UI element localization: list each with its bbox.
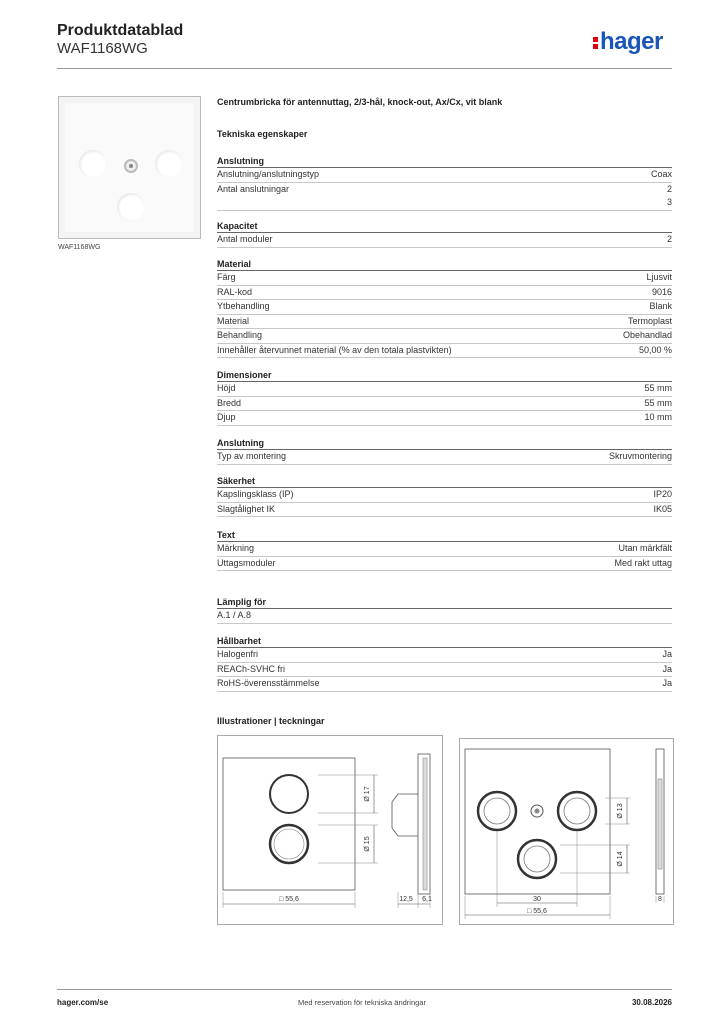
spec-value: Ja <box>662 649 672 659</box>
spec-label: Slagtålighet IK <box>217 503 276 514</box>
dim-d14-label: Ø 14 <box>617 851 624 867</box>
spec-group <box>217 596 672 624</box>
spec-label: Antal anslutningar <box>217 183 290 194</box>
socket-hole <box>155 150 183 178</box>
spec-row <box>217 271 672 286</box>
spec-group <box>217 258 672 358</box>
spec-row <box>217 663 672 678</box>
spec-label: Bredd <box>217 397 242 408</box>
spec-row <box>217 488 672 503</box>
section-label: Tekniska egenskaper <box>217 129 308 139</box>
spec-label: Ytbehandling <box>217 301 270 311</box>
spec-label: Märkning <box>217 543 255 553</box>
product-title: Centrumbricka för antennuttag, 2/3-hål, knock-out, Ax/Cx, vit blank <box>217 97 503 107</box>
dim-depth-label: 8 <box>658 896 662 903</box>
spec-group <box>217 369 672 426</box>
spec-label: Färg <box>217 272 236 282</box>
product-image <box>58 96 201 239</box>
spec-group-title: Lämplig för <box>217 596 672 609</box>
technical-drawing-2 <box>459 738 674 925</box>
spec-label: Anslutning/anslutningstyp <box>217 169 320 179</box>
spec-value: Ja <box>662 663 672 674</box>
spec-row <box>217 300 672 315</box>
spec-row <box>217 315 672 330</box>
spec-value: 2 <box>666 234 672 244</box>
spec-value: 55 mm <box>644 397 672 408</box>
dim-width-label: □ 55,6 <box>279 896 299 903</box>
spec-label: RoHS-överensstämmelse <box>217 678 320 688</box>
spec-row <box>217 648 672 663</box>
spec-label: REACh-SVHC fri <box>217 663 286 674</box>
document-title: Produktdatablad <box>57 22 184 39</box>
image-caption: WAF1168WG <box>58 244 101 251</box>
spec-row <box>217 233 672 248</box>
illustrations-title: Illustrationer | teckningar <box>217 716 325 726</box>
spec-label: Antal moduler <box>217 234 273 244</box>
dim-d15-label: Ø 15 <box>364 836 371 852</box>
spec-group-title: Hållbarhet <box>217 635 672 648</box>
spec-row <box>217 677 672 692</box>
spec-group <box>217 437 672 465</box>
spec-row <box>217 168 672 183</box>
spec-value: Termoplast <box>627 315 672 326</box>
footer-note: Med reservation för tekniska ändringar <box>298 998 426 1007</box>
technical-drawing-1 <box>217 735 443 925</box>
spec-row <box>217 183 672 211</box>
socket-hole <box>117 193 145 221</box>
socket-hole <box>79 150 107 178</box>
spec-row <box>217 609 672 624</box>
spec-label: Uttagsmoduler <box>217 557 276 568</box>
spec-group-title: Kapacitet <box>217 220 672 233</box>
spec-value: 50,00 % <box>638 344 672 355</box>
spec-value: 9016 <box>651 286 672 297</box>
spec-row <box>217 329 672 344</box>
spec-row <box>217 344 672 359</box>
dim-d17-label: Ø 17 <box>364 786 371 802</box>
footer-divider <box>57 989 672 990</box>
footer-date: 30.08.2026 <box>631 998 672 1007</box>
spec-row <box>217 542 672 557</box>
hager-logo: hager <box>593 28 663 56</box>
spec-group <box>217 529 672 571</box>
header-divider <box>57 68 672 69</box>
dim-d13-label: Ø 13 <box>617 803 624 819</box>
spec-group <box>217 155 672 211</box>
spec-label: Djup <box>217 412 236 422</box>
spec-row <box>217 382 672 397</box>
spec-value: Blank <box>649 301 672 311</box>
spec-row <box>217 286 672 301</box>
dim-depth2-label: 6,1 <box>422 896 432 903</box>
dim-depth1-label: 12,5 <box>399 896 413 903</box>
spec-value: IP20 <box>653 489 672 499</box>
spec-value: Ja <box>662 678 672 688</box>
spec-label: Behandling <box>217 330 263 340</box>
spec-row <box>217 411 672 426</box>
spec-group-title: Säkerhet <box>217 475 672 488</box>
spec-row <box>217 397 672 412</box>
spec-value: Skruvmontering <box>608 451 672 461</box>
dim-spacing-label: 30 <box>533 896 541 903</box>
spec-value: IK05 <box>653 503 672 514</box>
spec-value: 10 mm <box>644 412 672 422</box>
spec-group-title: Anslutning <box>217 437 672 450</box>
spec-label: Höjd <box>217 383 236 393</box>
spec-row <box>217 503 672 518</box>
spec-value: Ljusvit <box>646 272 672 282</box>
spec-group <box>217 635 672 692</box>
dim-width-label: □ 55,6 <box>527 908 547 915</box>
product-code: WAF1168WG <box>57 40 148 57</box>
spec-label: Material <box>217 315 250 326</box>
spec-row <box>217 557 672 572</box>
spec-value: Med rakt uttag <box>614 557 672 568</box>
spec-group-title: Dimensioner <box>217 369 672 382</box>
spec-row <box>217 450 672 465</box>
logo-colon-icon <box>593 35 598 51</box>
spec-label: Typ av montering <box>217 451 287 461</box>
spec-group-title: Text <box>217 529 672 542</box>
screw-icon <box>124 159 138 173</box>
spec-value: Obehandlad <box>622 330 672 340</box>
spec-group <box>217 220 672 248</box>
spec-label: Halogenfri <box>217 649 259 659</box>
spec-group-title: Anslutning <box>217 155 672 168</box>
spec-value: Utan märkfält <box>618 543 672 553</box>
spec-value: Coax <box>650 169 672 179</box>
spec-label: Kapslingsklass (IP) <box>217 489 294 499</box>
footer-website-link[interactable]: hager.com/se <box>57 998 109 1007</box>
spec-label: A.1 / A.8 <box>217 610 252 620</box>
spec-value: 2 3 <box>666 183 672 207</box>
spec-group <box>217 475 672 517</box>
spec-value: 55 mm <box>644 383 672 393</box>
spec-label: Innehåller återvunnet material (% av den totala plastvikten) <box>217 344 452 355</box>
spec-group-title: Material <box>217 258 672 271</box>
spec-label: RAL-kod <box>217 286 253 297</box>
